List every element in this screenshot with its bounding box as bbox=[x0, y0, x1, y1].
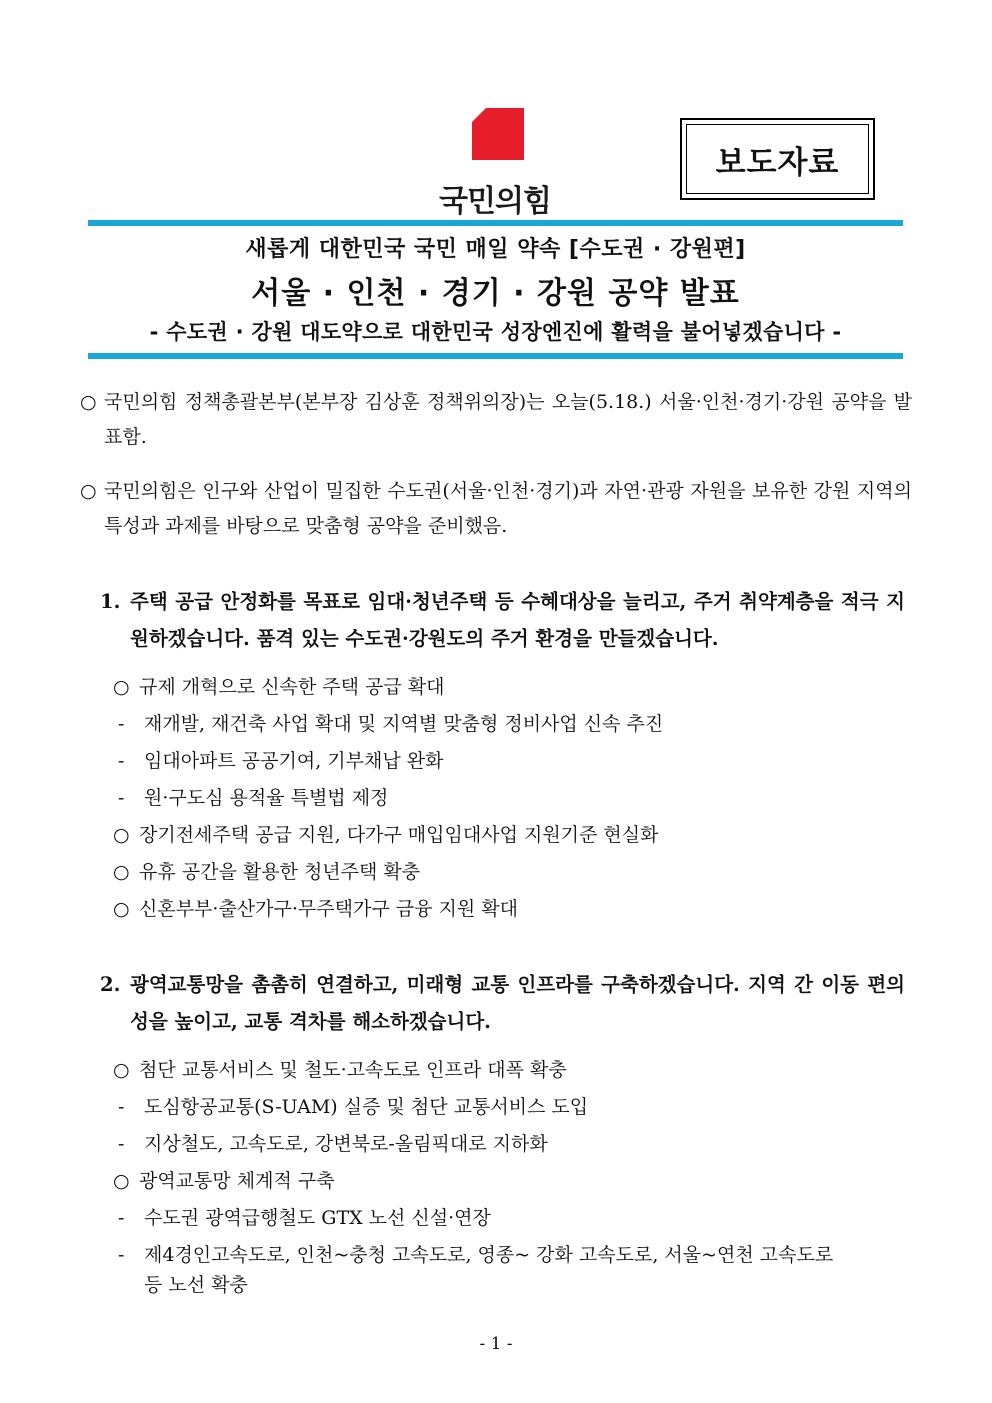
list-item: ○ 규제 개혁으로 신속한 주택 공급 확대 bbox=[113, 676, 445, 698]
press-release-box-inner bbox=[686, 124, 869, 194]
intro-text: 국민의힘은 인구와 산업이 밀집한 수도권(서울·인천·경기)과 자연·관광 자원을 보유한 강원 지역의 특성과 과제를 바탕으로 맞춤형 공약을 준비했음. bbox=[104, 480, 912, 537]
list-item: - 재개발, 재건축 사업 확대 및 지역별 맞춤형 정비사업 신속 추진 bbox=[118, 713, 664, 735]
title-top-rule bbox=[88, 220, 903, 226]
press-release-label: 보도자료 bbox=[715, 144, 840, 181]
list-item: ○ 신혼부부·출산가구·무주택가구 금융 지원 확대 bbox=[113, 898, 518, 920]
section-heading bbox=[100, 583, 905, 657]
intro-paragraph bbox=[80, 385, 912, 455]
list-item: ○ 광역교통망 체계적 구축 bbox=[113, 1170, 335, 1192]
bullet-marker: ○ bbox=[80, 391, 97, 413]
list-item: - 수도권 광역급행철도 GTX 노선 신설·연장 bbox=[118, 1207, 491, 1229]
bullet-marker: ○ bbox=[80, 480, 97, 502]
title-bottom-rule bbox=[88, 353, 903, 359]
list-item: - 지상철도, 고속도로, 강변북로-올림픽대로 지하화 bbox=[118, 1133, 548, 1155]
party-logo-text: 국민의힘 bbox=[439, 184, 551, 219]
list-item: - 임대아파트 공공기여, 기부채납 완화 bbox=[118, 750, 444, 772]
section-heading-text: 주택 공급 안정화를 목표로 임대·청년주택 등 수혜대상을 늘리고, 주거 취약계층을 적극 지원하겠습니다. 품격 있는 수도권·강원도의 주거 환경을 만들겠습니다. bbox=[130, 590, 905, 650]
main-title: 서울 · 인천 · 경기 · 강원 공약 발표 bbox=[251, 276, 740, 311]
tagline: - 수도권 · 강원 대도약으로 대한민국 성장엔진에 활력을 불어넣겠습니다 - bbox=[149, 320, 842, 344]
party-logo bbox=[425, 108, 565, 219]
section-number: 1. bbox=[100, 590, 121, 613]
party-logo-mark-icon bbox=[472, 108, 524, 160]
page-number: - 1 - bbox=[479, 1334, 513, 1354]
sub-title: 새롭게 대한민국 국민 매일 약속 [수도권 · 강원편] bbox=[245, 237, 746, 262]
list-item: ○ 첨단 교통서비스 및 철도·고속도로 인프라 대폭 확충 bbox=[113, 1059, 567, 1081]
intro-paragraph bbox=[80, 474, 912, 544]
list-item: - 제4경인고속도로, 인천~충청 고속도로, 영종~ 강화 고속도로, 서울~연천 고속도로 등 노선 확충 bbox=[118, 1244, 834, 1296]
section-number: 2. bbox=[100, 973, 121, 996]
list-item: - 원·구도심 용적율 특별법 제정 bbox=[118, 787, 389, 809]
list-item: ○ 장기전세주택 공급 지원, 다가구 매입임대사업 지원기준 현실화 bbox=[113, 824, 659, 846]
list-item: ○ 유휴 공간을 활용한 청년주택 확충 bbox=[113, 861, 421, 883]
press-release-box bbox=[680, 118, 875, 200]
section-heading bbox=[100, 966, 905, 1040]
list-item: - 도심항공교통(S-UAM) 실증 및 첨단 교통서비스 도입 bbox=[118, 1096, 589, 1118]
intro-text: 국민의힘 정책총괄본부(본부장 김상훈 정책위의장)는 오늘(5.18.) 서울·인천·경기·강원 공약을 발표함. bbox=[104, 391, 912, 448]
section-heading-text: 광역교통망을 촘촘히 연결하고, 미래형 교통 인프라를 구축하겠습니다. 지역 간 이동 편의성을 높이고, 교통 격차를 해소하겠습니다. bbox=[130, 973, 905, 1033]
